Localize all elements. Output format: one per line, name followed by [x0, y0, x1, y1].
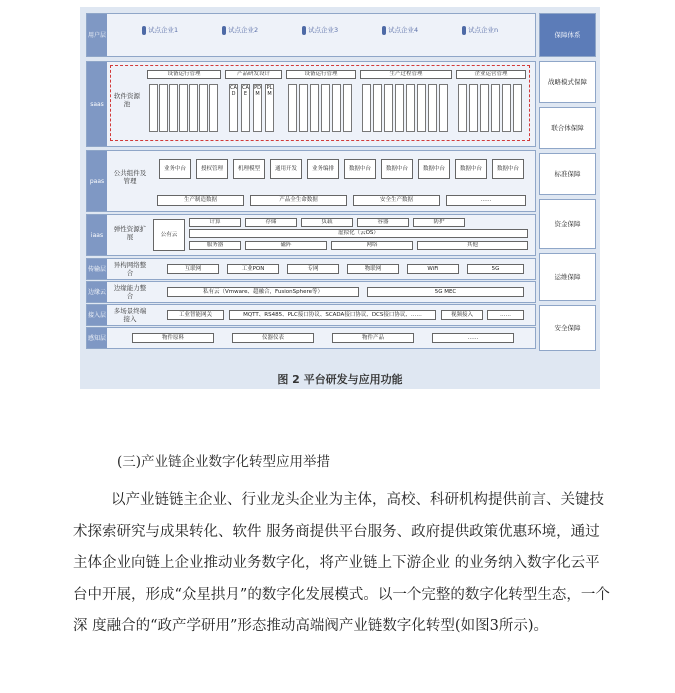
paas-layer	[86, 150, 536, 212]
mec-box: 5G MEC	[367, 287, 524, 297]
layer-name: 边缘能力整合	[113, 284, 147, 300]
iaas-hardware: 网络	[331, 241, 413, 250]
saas-module-column	[428, 84, 437, 132]
saas-module-column	[321, 84, 330, 132]
saas-module-column	[417, 84, 426, 132]
layer-tag: paas	[87, 151, 107, 211]
saas-module-column	[513, 84, 522, 132]
saas-module-column	[169, 84, 178, 132]
person-icon	[382, 26, 386, 35]
edge-layer	[86, 281, 536, 303]
network-item: 专网	[287, 264, 339, 274]
saas-module-column	[406, 84, 415, 132]
iaas-item: 存储	[245, 218, 297, 227]
saas-module-column	[491, 84, 500, 132]
sense-layer	[86, 327, 536, 349]
enterprise-item: 试点企业n	[462, 25, 498, 35]
cad-item: CAE	[241, 84, 250, 132]
saas-module-column	[310, 84, 319, 132]
sense-item: 物件原料	[132, 333, 214, 343]
enterprise-item: 试点企业4	[382, 25, 418, 35]
paas-component: 通用开发	[270, 159, 302, 179]
gateway-box: 工业智能网关	[167, 310, 224, 320]
saas-module-column	[480, 84, 489, 132]
saas-module-column	[299, 84, 308, 132]
side-item: 联合体保障	[539, 107, 596, 149]
virtualization-bar: 虚拟化（云OS）	[189, 229, 528, 238]
iaas-layer	[86, 214, 536, 256]
network-item: 物联网	[347, 264, 399, 274]
network-item: WiFi	[407, 264, 459, 274]
section-heading: (三)产业链企业数字化转型应用举措	[117, 454, 331, 470]
iaas-hardware: 磁阵	[245, 241, 327, 250]
layer-name: 弹性资源扩展	[113, 225, 147, 241]
layer-tag: 边缘云	[87, 282, 107, 302]
video-access-box: 视频接入	[441, 310, 483, 320]
saas-module-column	[149, 84, 158, 132]
layer-name: 异构网络整合	[113, 261, 147, 277]
side-item: 运维保障	[539, 253, 596, 301]
figure-caption: 图 2 平台研发与应用功能	[277, 373, 403, 386]
iaas-item: 防护	[413, 218, 465, 227]
layer-tag: 感知层	[87, 328, 107, 348]
paas-component: 业务编排	[307, 159, 339, 179]
access-more-box: ……	[487, 310, 524, 320]
layer-name: 公共组件及管理	[113, 169, 147, 185]
person-icon	[142, 26, 146, 35]
iaas-item: 负载	[301, 218, 353, 227]
paas-component: 机理模型	[233, 159, 265, 179]
layer-tag: 传输层	[87, 259, 107, 279]
saas-group: 产品研发设计	[225, 70, 282, 79]
public-cloud: 公有云	[153, 219, 185, 251]
saas-module-column	[362, 84, 371, 132]
layer-tag: 用户层	[87, 14, 107, 56]
cad-item: PDM	[253, 84, 262, 132]
user-layer	[86, 13, 536, 57]
transport-layer	[86, 258, 536, 280]
paas-component: 数据中台	[418, 159, 450, 179]
saas-layer	[86, 61, 536, 147]
saas-module-column	[332, 84, 341, 132]
layer-tag: iaas	[87, 215, 107, 255]
side-item: 战略模式保障	[539, 61, 596, 103]
paas-component: 数据中台	[455, 159, 487, 179]
iaas-item: 计算	[189, 218, 241, 227]
layer-tag: 接入层	[87, 305, 107, 325]
paas-component: 数据中台	[381, 159, 413, 179]
paas-data-box: 安全生产数据	[353, 195, 440, 206]
layer-name: 软件资源池	[114, 92, 140, 108]
saas-module-column	[209, 84, 218, 132]
saas-module-column	[189, 84, 198, 132]
saas-module-column	[469, 84, 478, 132]
person-icon	[302, 26, 306, 35]
platform-figure	[80, 7, 600, 389]
layer-tag: saas	[87, 62, 107, 146]
paas-data-box: ……	[446, 195, 526, 206]
saas-group: 生产过程管理	[360, 70, 452, 79]
layer-name: 多场景终端接入	[113, 307, 147, 323]
saas-group: 企业运营管理	[456, 70, 526, 79]
iaas-hardware: 其他	[417, 241, 528, 250]
person-icon	[462, 26, 466, 35]
saas-module-column	[395, 84, 404, 132]
cad-item: PLM	[265, 84, 274, 132]
paas-component: 业务中台	[159, 159, 191, 179]
network-item: 互联网	[167, 264, 219, 274]
saas-module-column	[373, 84, 382, 132]
protocol-box: MQTT、RS485、PLC接口协议、SCADA接口协议、DCS接口协议、……	[229, 310, 436, 320]
sense-item: ……	[432, 333, 514, 343]
paas-data-box: 产品全生命数据	[250, 195, 347, 206]
paas-component: 数据中台	[344, 159, 376, 179]
cad-item: CAD	[229, 84, 238, 132]
saas-module-column	[502, 84, 511, 132]
side-item: 标准保障	[539, 153, 596, 195]
side-item: 安全保障	[539, 305, 596, 351]
side-item: 资金保障	[539, 199, 596, 249]
person-icon	[222, 26, 226, 35]
saas-module-column	[384, 84, 393, 132]
sense-item: 仪器仪表	[232, 333, 314, 343]
paas-component: 数据中台	[492, 159, 524, 179]
paas-component: 授权管理	[196, 159, 228, 179]
enterprise-item: 试点企业3	[302, 25, 338, 35]
enterprise-item: 试点企业1	[142, 25, 178, 35]
body-paragraph: 以产业链链主企业、行业龙头企业为主体，高校、科研机构提供前言、关键技术探索研究与成果转化、软件 服务商提供平台服务、政府提供政策优惠环境，通过主体企业向链上企业推动业务数字化，将产业链上下游企业 的业务纳入数字化云平台中开展，形成“众星拱月”的数字化发展模式。以一个完整的数字化转型生态，一个深 度融合的“政产学研用”形态推动高端阀产业链数字化转型(如图3所示)。	[73, 492, 610, 635]
saas-module-column	[288, 84, 297, 132]
paas-data-box: 生产制造数据	[157, 195, 244, 206]
saas-module-column	[343, 84, 352, 132]
private-cloud: 私有云（Vmware、超融合，FusionSphere等）	[167, 287, 359, 297]
network-item: 工业PON	[227, 264, 279, 274]
access-layer	[86, 304, 536, 326]
saas-group: 设备运行管理	[286, 70, 356, 79]
saas-module-column	[199, 84, 208, 132]
enterprise-item: 试点企业2	[222, 25, 258, 35]
side-header: 保障体系	[539, 13, 596, 57]
iaas-hardware: 服务器	[189, 241, 241, 250]
saas-module-column	[159, 84, 168, 132]
saas-group: 设备运行管理	[147, 70, 221, 79]
saas-module-column	[439, 84, 448, 132]
iaas-item: 容器	[357, 218, 409, 227]
sense-item: 物件产品	[332, 333, 414, 343]
saas-module-column	[458, 84, 467, 132]
saas-module-column	[179, 84, 188, 132]
network-item: 5G	[467, 264, 524, 274]
